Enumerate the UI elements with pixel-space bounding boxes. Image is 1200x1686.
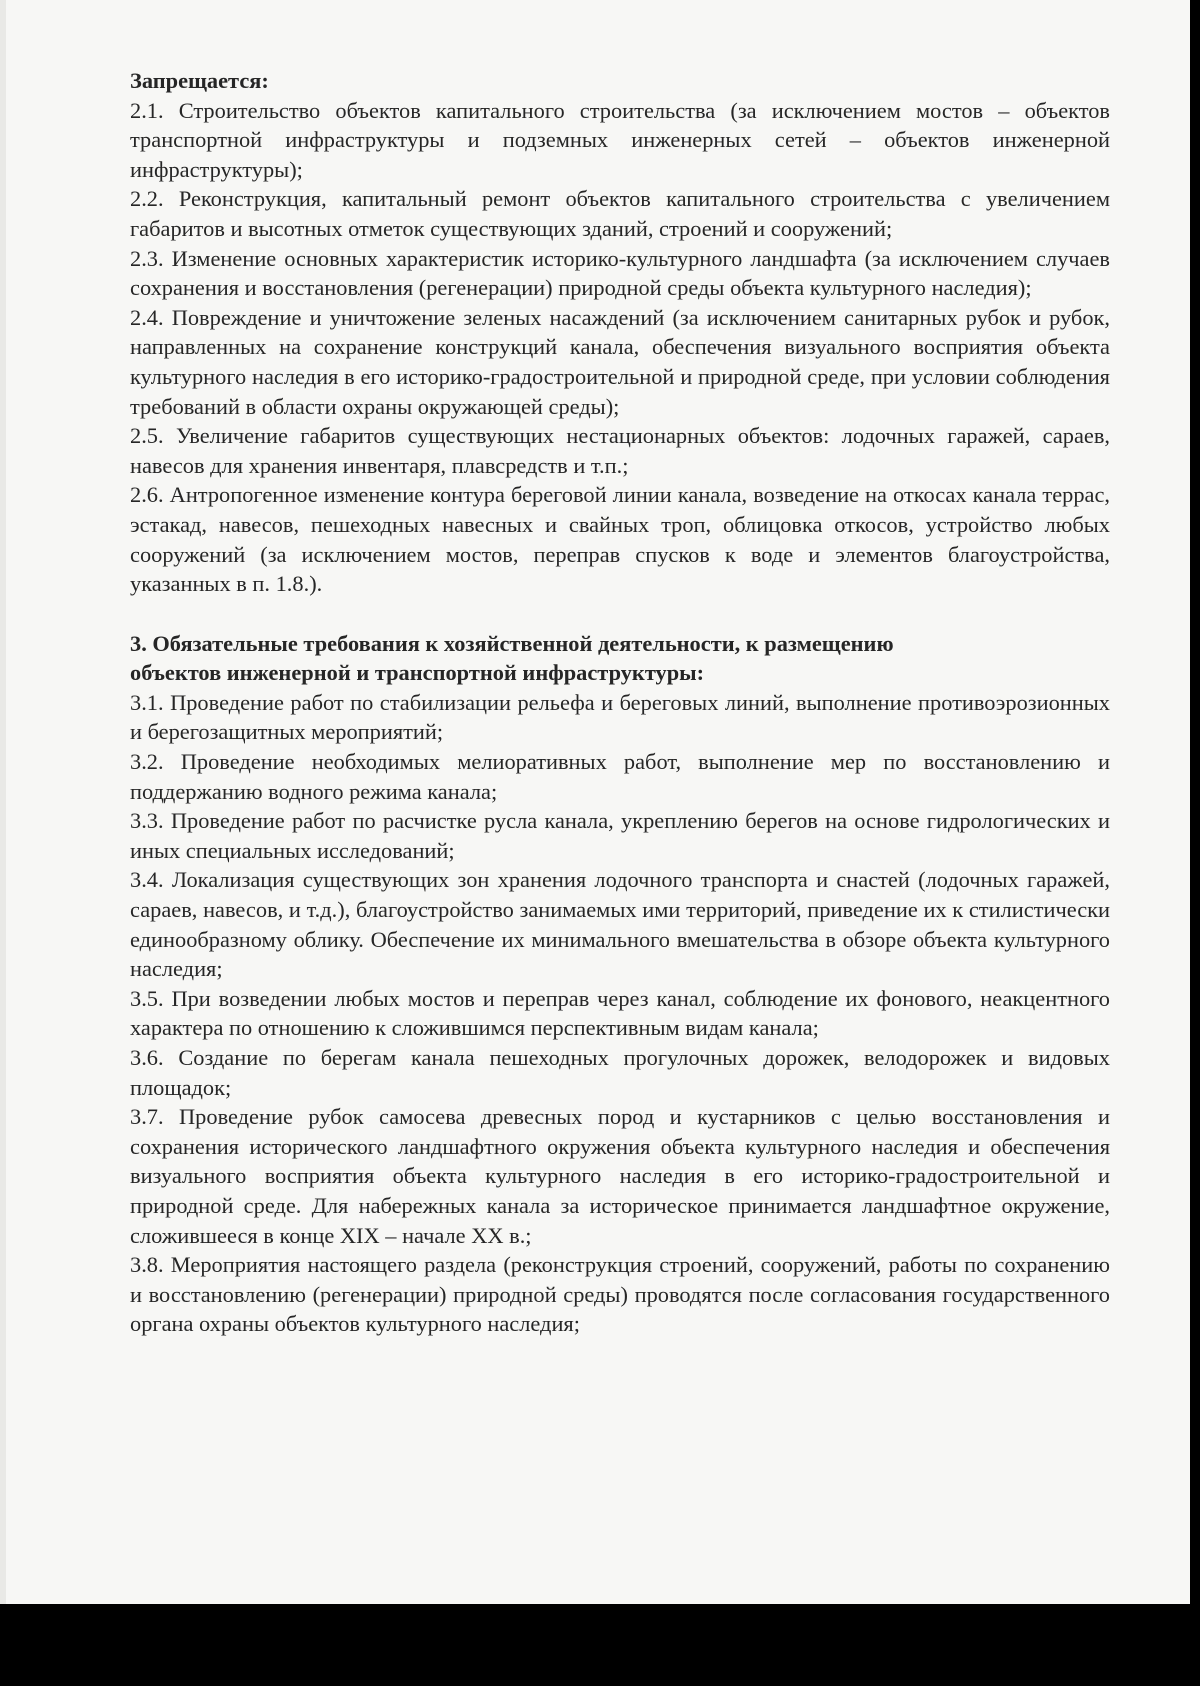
item-2-6: 2.6. Антропогенное изменение контура береговой линии канала, возведение на откосах канала террас, эстакад, навесов, пешеходных навесных и свайных троп, облицовка откосов, устройство любых сооружений (за исключением мостов, переправ спусков к воде и элементов благоустройства, указанных в п. 1.8.). (130, 482, 1110, 597)
scan-edge (0, 0, 6, 1604)
item-3-2: 3.2. Проведение необходимых мелиоративных работ, выполнение мер по восстановлению и поддержанию водного режима канала; (130, 749, 1110, 804)
section-3-heading-line1: 3. Обязательные требования к хозяйственной деятельности, к размещению (130, 630, 894, 656)
item-3-7: 3.7. Проведение рубок самосева древесных пород и кустарников с целью восстановления и сохранения исторического ландшафтного окружения объекта культурного наследия и обеспечения визуального восприятия объекта культурного наследия в его историко-градостроительной и природной среде. Для набережных канала за историческое принимается ландшафтное окружение, сложившееся в конце XIX – начале XX в.; (130, 1104, 1110, 1248)
item-2-2: 2.2. Реконструкция, капитальный ремонт объектов капитального строительства с увеличением габаритов и высотных отметок существующих зданий, строений и сооружений; (130, 186, 1110, 241)
item-2-5: 2.5. Увеличение габаритов существующих нестационарных объектов: лодочных гаражей, сараев, навесов для хранения инвентаря, плавсредств и т.п.; (130, 423, 1110, 478)
item-3-3: 3.3. Проведение работ по расчистке русла канала, укреплению берегов на основе гидрологических и иных специальных исследований; (130, 808, 1110, 863)
item-2-1: 2.1. Строительство объектов капитального строительства (за исключением мостов – объектов транспортной инфраструктуры и подземных инженерных сетей – объектов инженерной инфраструктуры); (130, 97, 1110, 182)
item-2-3: 2.3. Изменение основных характеристик историко-культурного ландшафта (за исключением случаев сохранения и восстановления (регенерации) природной среды объекта культурного наследия); (130, 245, 1110, 301)
section-3-heading-line2: объектов инженерной и транспортной инфраструктуры: (130, 660, 705, 686)
item-2-4: 2.4. Повреждение и уничтожение зеленых насаждений (за исключением санитарных рубок и рубок, направленных на сохранение конструкций канала, обеспечения визуального восприятия объекта культурного наследия в его историко-градостроительной и природной среде, при условии соблюдения требований в области охраны окружающей среды); (130, 304, 1110, 419)
item-3-1: 3.1. Проведение работ по стабилизации рельефа и береговых линий, выполнение противоэрозионных и берегозащитных мероприятий; (130, 689, 1110, 745)
item-3-8: 3.8. Мероприятия настоящего раздела (реконструкция строений, сооружений, работы по сохранению и восстановлению (регенерации) природной среды) проводятся после согласования государственного органа охраны объектов культурного наследия; (130, 1252, 1110, 1337)
item-3-5: 3.5. При возведении любых мостов и переправ через канал, соблюдение их фонового, неакцентного характера по отношению к сложившимся перспективным видам канала; (130, 985, 1110, 1041)
section-2-heading: Запрещается: (130, 68, 269, 93)
item-3-6: 3.6. Создание по берегам канала пешеходных прогулочных дорожек, велодорожек и видовых площадок; (130, 1045, 1110, 1100)
section-3-heading (130, 629, 1110, 688)
item-3-4: 3.4. Локализация существующих зон хранения лодочного транспорта и снастей (лодочных гаражей, сараев, навесов, и т.д.), благоустройство занимаемых ими территорий, приведение их к стилистически единообразному облику. Обеспечение их минимального вмешательства в обзоре объекта культурного наследия; (130, 867, 1110, 982)
